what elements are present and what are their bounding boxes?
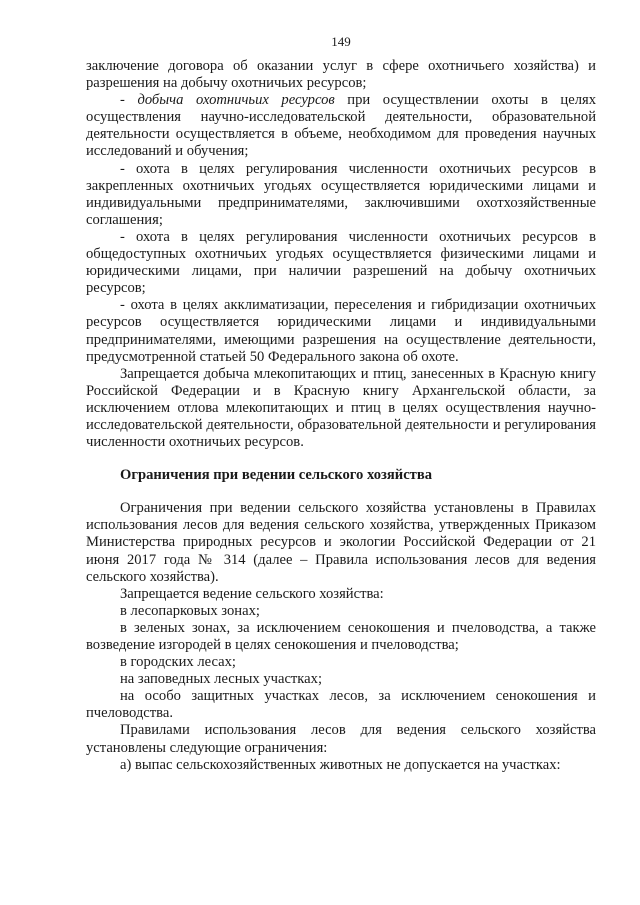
paragraph-agriculture-prohibited: Запрещается ведение сельского хозяйства: [120, 585, 384, 602]
list-item-protected-plots: на особо защитных участках лесов, за исключением сенокошения и пчеловодства. [86, 688, 596, 722]
page-number: 149 [331, 34, 351, 49]
list-item-reserved-plots: на заповедных лесных участках; [120, 671, 322, 688]
paragraph-acclimatization: - охота в целях акклиматизации, переселения и гибридизации охотничьих ресурсов осуществляется юридическими лицами и индивидуальными предпринимателями, имеющими разрешения на осуществление деятельности, предусмотренной статьей 50 Федерального закона об охоте. [86, 297, 596, 365]
paragraph-lead: - [120, 92, 138, 109]
paragraph-restrictions-intro: Правилами использования лесов для ведения сельского хозяйства установлены следующие ограничения: [86, 722, 596, 756]
paragraph-regulation-public-grounds: - охота в целях регулирования численности охотничьих ресурсов в общедоступных охотничьих угодьях осуществляется физическими лицами и юридическими лицами, при наличии разрешений на добычу охотничьих ресурсов; [86, 228, 596, 297]
list-item-forest-park-zones: в лесопарковых зонах; [120, 602, 260, 619]
list-item-green-zones: в зеленых зонах, за исключением сенокошения и пчеловодства, а также возведение изгородей в целях сенокошения и пчеловодства; [86, 619, 596, 653]
paragraph-agriculture-rules: Ограничения при ведении сельского хозяйства установлены в Правилах использования лесов для ведения сельского хозяйства, утвержденных Приказом Министерства природных ресурсов и экологии Российской Федерации от 21 июня 2017 года № 314 (далее – Правила использования лесов для ведения сельского хозяйства). [86, 500, 596, 585]
paragraph-regulation-assigned-grounds: - охота в целях регулирования численности охотничьих ресурсов в закрепленных охотничьих угодьях осуществляется юридическими лицами и индивидуальными предпринимателями, заключившими охотхозяйственные соглашения; [86, 160, 596, 228]
emphasis-resource-extraction: добыча охотничьих ресурсов [137, 92, 335, 109]
document-page [86, 34, 596, 774]
paragraph-resource-extraction [86, 92, 596, 160]
list-item-city-forests: в городских лесах; [120, 654, 236, 671]
paragraph-red-book-prohibition: Запрещается добыча млекопитающих и птиц, занесенных в Красную книгу Российской Федерации и в Красную книгу Архангельской области, за исключением отлова млекопитающих и птиц в целях осуществления научно-исследовательской деятельности, образовательной деятельности и регулирования численности охотничьих ресурсов. [86, 365, 596, 451]
section-heading: Ограничения при ведении сельского хозяйства [120, 467, 433, 484]
paragraph-contract-permits: заключение договора об оказании услуг в сфере охотничьего хозяйства) и разрешения на добычу охотничьих ресурсов; [86, 58, 596, 92]
paragraph-rest: при осуществлении охоты в целях осуществления научно-исследовательской деятельности, образовательной деятельности осуществляется в объеме, необходимом для проведения научных исследований и обучения; [86, 92, 597, 160]
list-item-grazing: а) выпас сельскохозяйственных животных не допускается на участках: [120, 756, 561, 773]
